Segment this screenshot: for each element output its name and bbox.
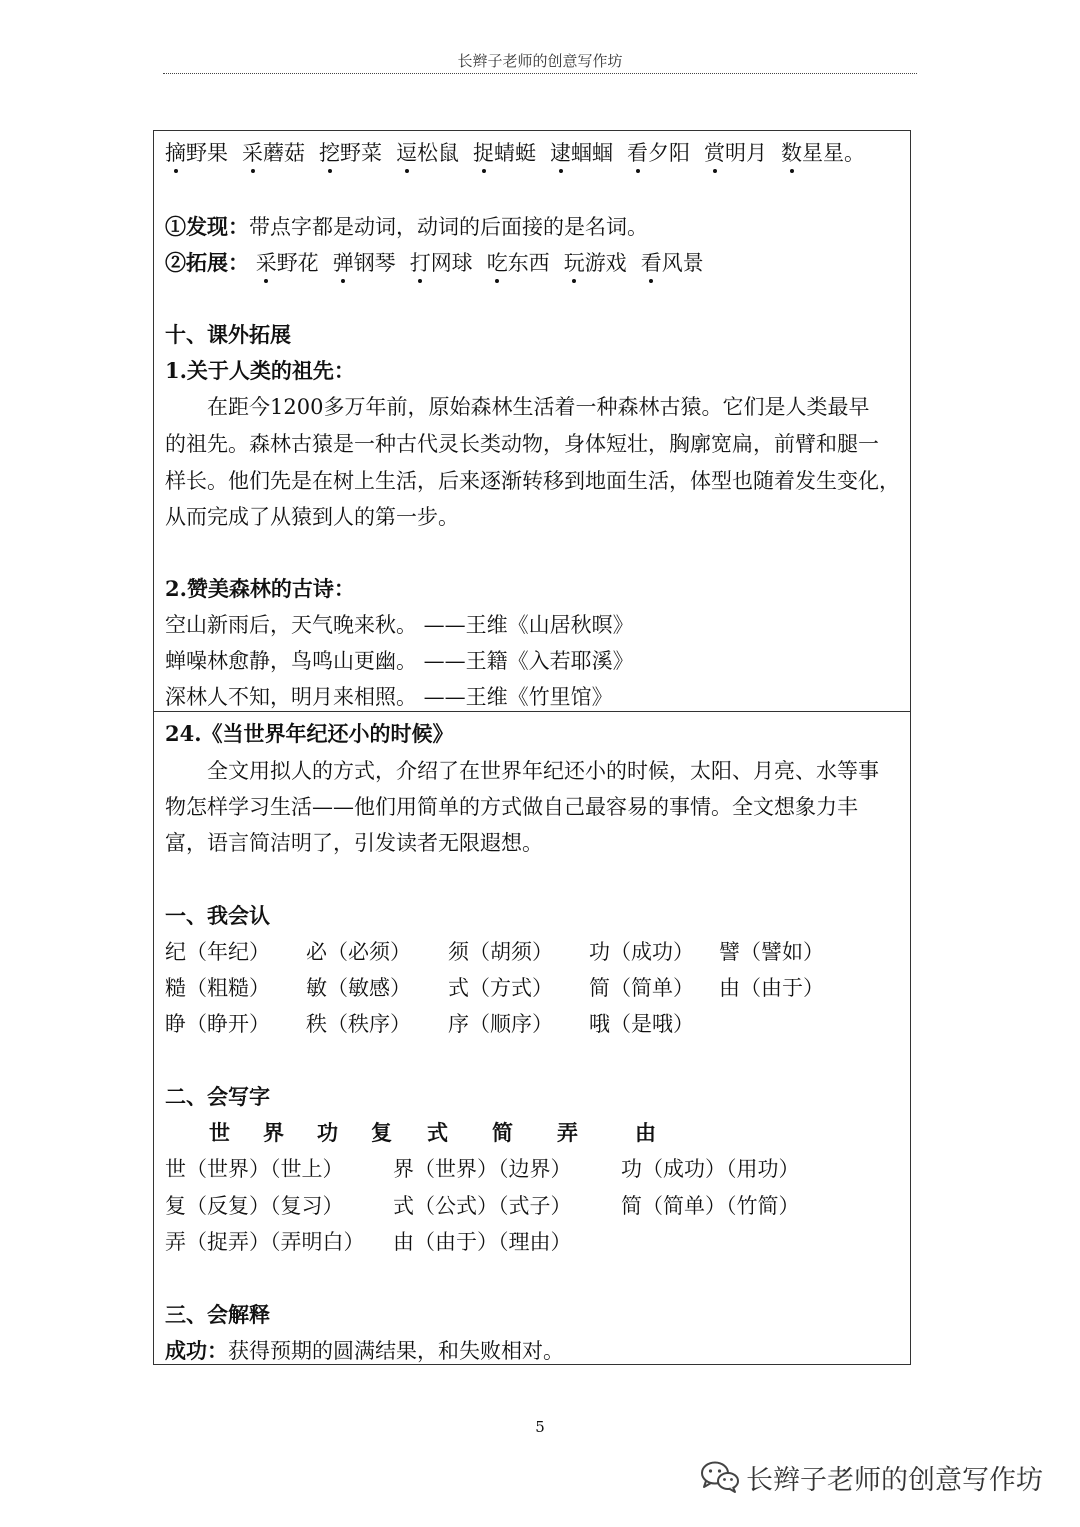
explain-line: [165, 1337, 902, 1365]
write-item: 界（世界）（边界）: [393, 1157, 572, 1181]
word-group: [242, 139, 305, 167]
write-item: 功（成功）（用功）: [621, 1157, 800, 1181]
page-header: 长辫子老师的创意写作坊: [457, 52, 623, 70]
dotted-verb: 数: [781, 141, 802, 165]
noun: 松鼠: [417, 141, 459, 165]
paragraph-line: 样长。他们先是在树上生活，后来逐渐转移到地面生活，体型也随着发生变化，: [165, 469, 900, 493]
recognize-item: 哦（是哦）: [589, 1012, 694, 1036]
expand-word-group: [410, 249, 473, 277]
recognize-item: 纪（年纪）: [165, 940, 270, 964]
expand-word-group: [564, 249, 627, 277]
dotted-verb: 吃: [486, 251, 508, 275]
expand-label: ②拓展：: [165, 250, 249, 275]
noun: 网球: [430, 251, 473, 275]
discovery-line: [165, 213, 902, 241]
summary-line: 富，语言简洁明了，引发读者无限遐想。: [165, 831, 543, 855]
write-char: 简: [492, 1120, 513, 1145]
subsection-title-ancestors: 1.关于人类的祖先：: [165, 358, 355, 383]
write-item: 世（世界）（世上）: [165, 1157, 344, 1181]
expand-word-group: [333, 249, 396, 277]
watermark-text: 长辫子老师的创意写作坊: [746, 1464, 1043, 1496]
expand-line: [165, 249, 902, 277]
section-title-write: 二、会写字: [165, 1084, 270, 1109]
write-char: 世: [209, 1120, 230, 1145]
poem-line: 空山新雨后，天气晚来秋。 ——王维《山居秋暝》: [165, 613, 634, 637]
dotted-verb: 捉: [473, 141, 494, 165]
write-item: 弄（捉弄）（弄明白）: [165, 1230, 365, 1254]
poem-line: 蝉噪林愈静，鸟鸣山更幽。 ——王籍《入若耶溪》: [165, 649, 634, 673]
word-group: [627, 139, 690, 167]
recognize-item: 序（顺序）: [448, 1012, 553, 1036]
watermark: [700, 1457, 1060, 1497]
recognize-item: 秩（秩序）: [306, 1012, 411, 1036]
discovery-label: ①发现：: [165, 214, 249, 239]
expand-word-group: [487, 249, 550, 277]
write-char: 弄: [557, 1120, 578, 1145]
section-title-extension: 十、课外拓展: [165, 322, 291, 347]
noun: 风景: [661, 251, 704, 275]
write-item: 式（公式）（式子）: [393, 1194, 572, 1218]
noun: 蝈蝈: [571, 141, 613, 165]
noun: 蜻蜓: [494, 141, 536, 165]
discovery-text: 带点字都是动词，动词的后面接的是名词。: [249, 215, 648, 239]
dotted-verb: 采: [255, 251, 277, 275]
poem-line: 深林人不知，明月来相照。 ——王维《竹里馆》: [165, 685, 613, 709]
word-group: [704, 139, 767, 167]
expand-word-group: [256, 249, 319, 277]
recognize-item: 式（方式）: [448, 976, 553, 1000]
write-char: 式: [427, 1120, 448, 1145]
recognize-item: 糙（粗糙）: [165, 976, 270, 1000]
explain-text: 获得预期的圆满结果，和失败相对。: [228, 1339, 564, 1363]
recognize-item: 敏（敏感）: [306, 976, 411, 1000]
dotted-verb: 弹: [332, 251, 354, 275]
noun: 东西: [507, 251, 550, 275]
dotted-verb: 看: [640, 251, 662, 275]
dotted-verb: 逗: [396, 141, 417, 165]
wechat-icon: [700, 1460, 740, 1494]
dotted-verb: 赏: [704, 141, 725, 165]
dotted-verb: 打: [409, 251, 431, 275]
paragraph-line: 从而完成了从猿到人的第一步。: [165, 505, 459, 529]
content-box-2: [153, 712, 911, 1365]
dotted-verb: 采: [242, 141, 263, 165]
write-char: 功: [317, 1120, 338, 1145]
verb-noun-words: [165, 139, 902, 167]
word-group: [319, 139, 382, 167]
noun: 野花: [276, 251, 319, 275]
section-title-explain: 三、会解释: [165, 1302, 270, 1327]
noun: 夕阳: [648, 141, 690, 165]
expand-word-group: [641, 249, 704, 277]
recognize-item: 由（由于）: [719, 976, 824, 1000]
noun: 蘑菇: [263, 141, 305, 165]
dotted-verb: 挖: [319, 141, 340, 165]
summary-line: 全文用拟人的方式，介绍了在世界年纪还小的时候，太阳、月亮、水等事: [207, 759, 879, 783]
summary-line: 物怎样学习生活——他们用简单的方式做自己最容易的事情。全文想象力丰: [165, 795, 858, 819]
noun: 游戏: [584, 251, 627, 275]
write-char: 复: [371, 1120, 392, 1145]
recognize-item: 譬（譬如）: [719, 940, 824, 964]
recognize-item: 须（胡须）: [448, 940, 553, 964]
noun: 明月: [725, 141, 767, 165]
paragraph-line: 的祖先。森林古猿是一种古代灵长类动物，身体短壮，胸廓宽扁，前臂和腿一: [165, 432, 879, 456]
noun: 星星。: [802, 141, 865, 165]
content-box-1: [153, 130, 911, 712]
write-item: 复（反复）（复习）: [165, 1194, 344, 1218]
page-number: 5: [535, 1418, 545, 1436]
recognize-item: 睁（睁开）: [165, 1012, 270, 1036]
word-group: [473, 139, 536, 167]
explain-label: 成功：: [165, 1338, 228, 1363]
write-char: 由: [635, 1120, 656, 1145]
section-title-recognize: 一、我会认: [165, 903, 270, 928]
paragraph-line: 在距今1200多万年前，原始森林生活着一种森林古猿。它们是人类最早: [207, 395, 870, 419]
noun: 野菜: [340, 141, 382, 165]
word-group: [781, 139, 865, 167]
noun: 野果: [186, 141, 228, 165]
word-group: [396, 139, 459, 167]
header-divider: [163, 73, 917, 74]
dotted-verb: 玩: [563, 251, 585, 275]
recognize-item: 功（成功）: [589, 940, 694, 964]
dotted-verb: 逮: [550, 141, 571, 165]
write-item: 简（简单）（竹简）: [621, 1194, 800, 1218]
recognize-item: 简（简单）: [589, 976, 694, 1000]
write-item: 由（由于）（理由）: [393, 1230, 572, 1254]
word-group: [165, 139, 228, 167]
dotted-verb: 看: [627, 141, 648, 165]
write-char: 界: [263, 1120, 284, 1145]
word-group: [550, 139, 613, 167]
subsection-title-poems: 2.赞美森林的古诗：: [165, 576, 355, 601]
dotted-verb: 摘: [165, 141, 186, 165]
lesson-title: 24.《当世界年纪还小的时候》: [165, 721, 454, 746]
recognize-item: 必（必须）: [306, 940, 411, 964]
noun: 钢琴: [353, 251, 396, 275]
